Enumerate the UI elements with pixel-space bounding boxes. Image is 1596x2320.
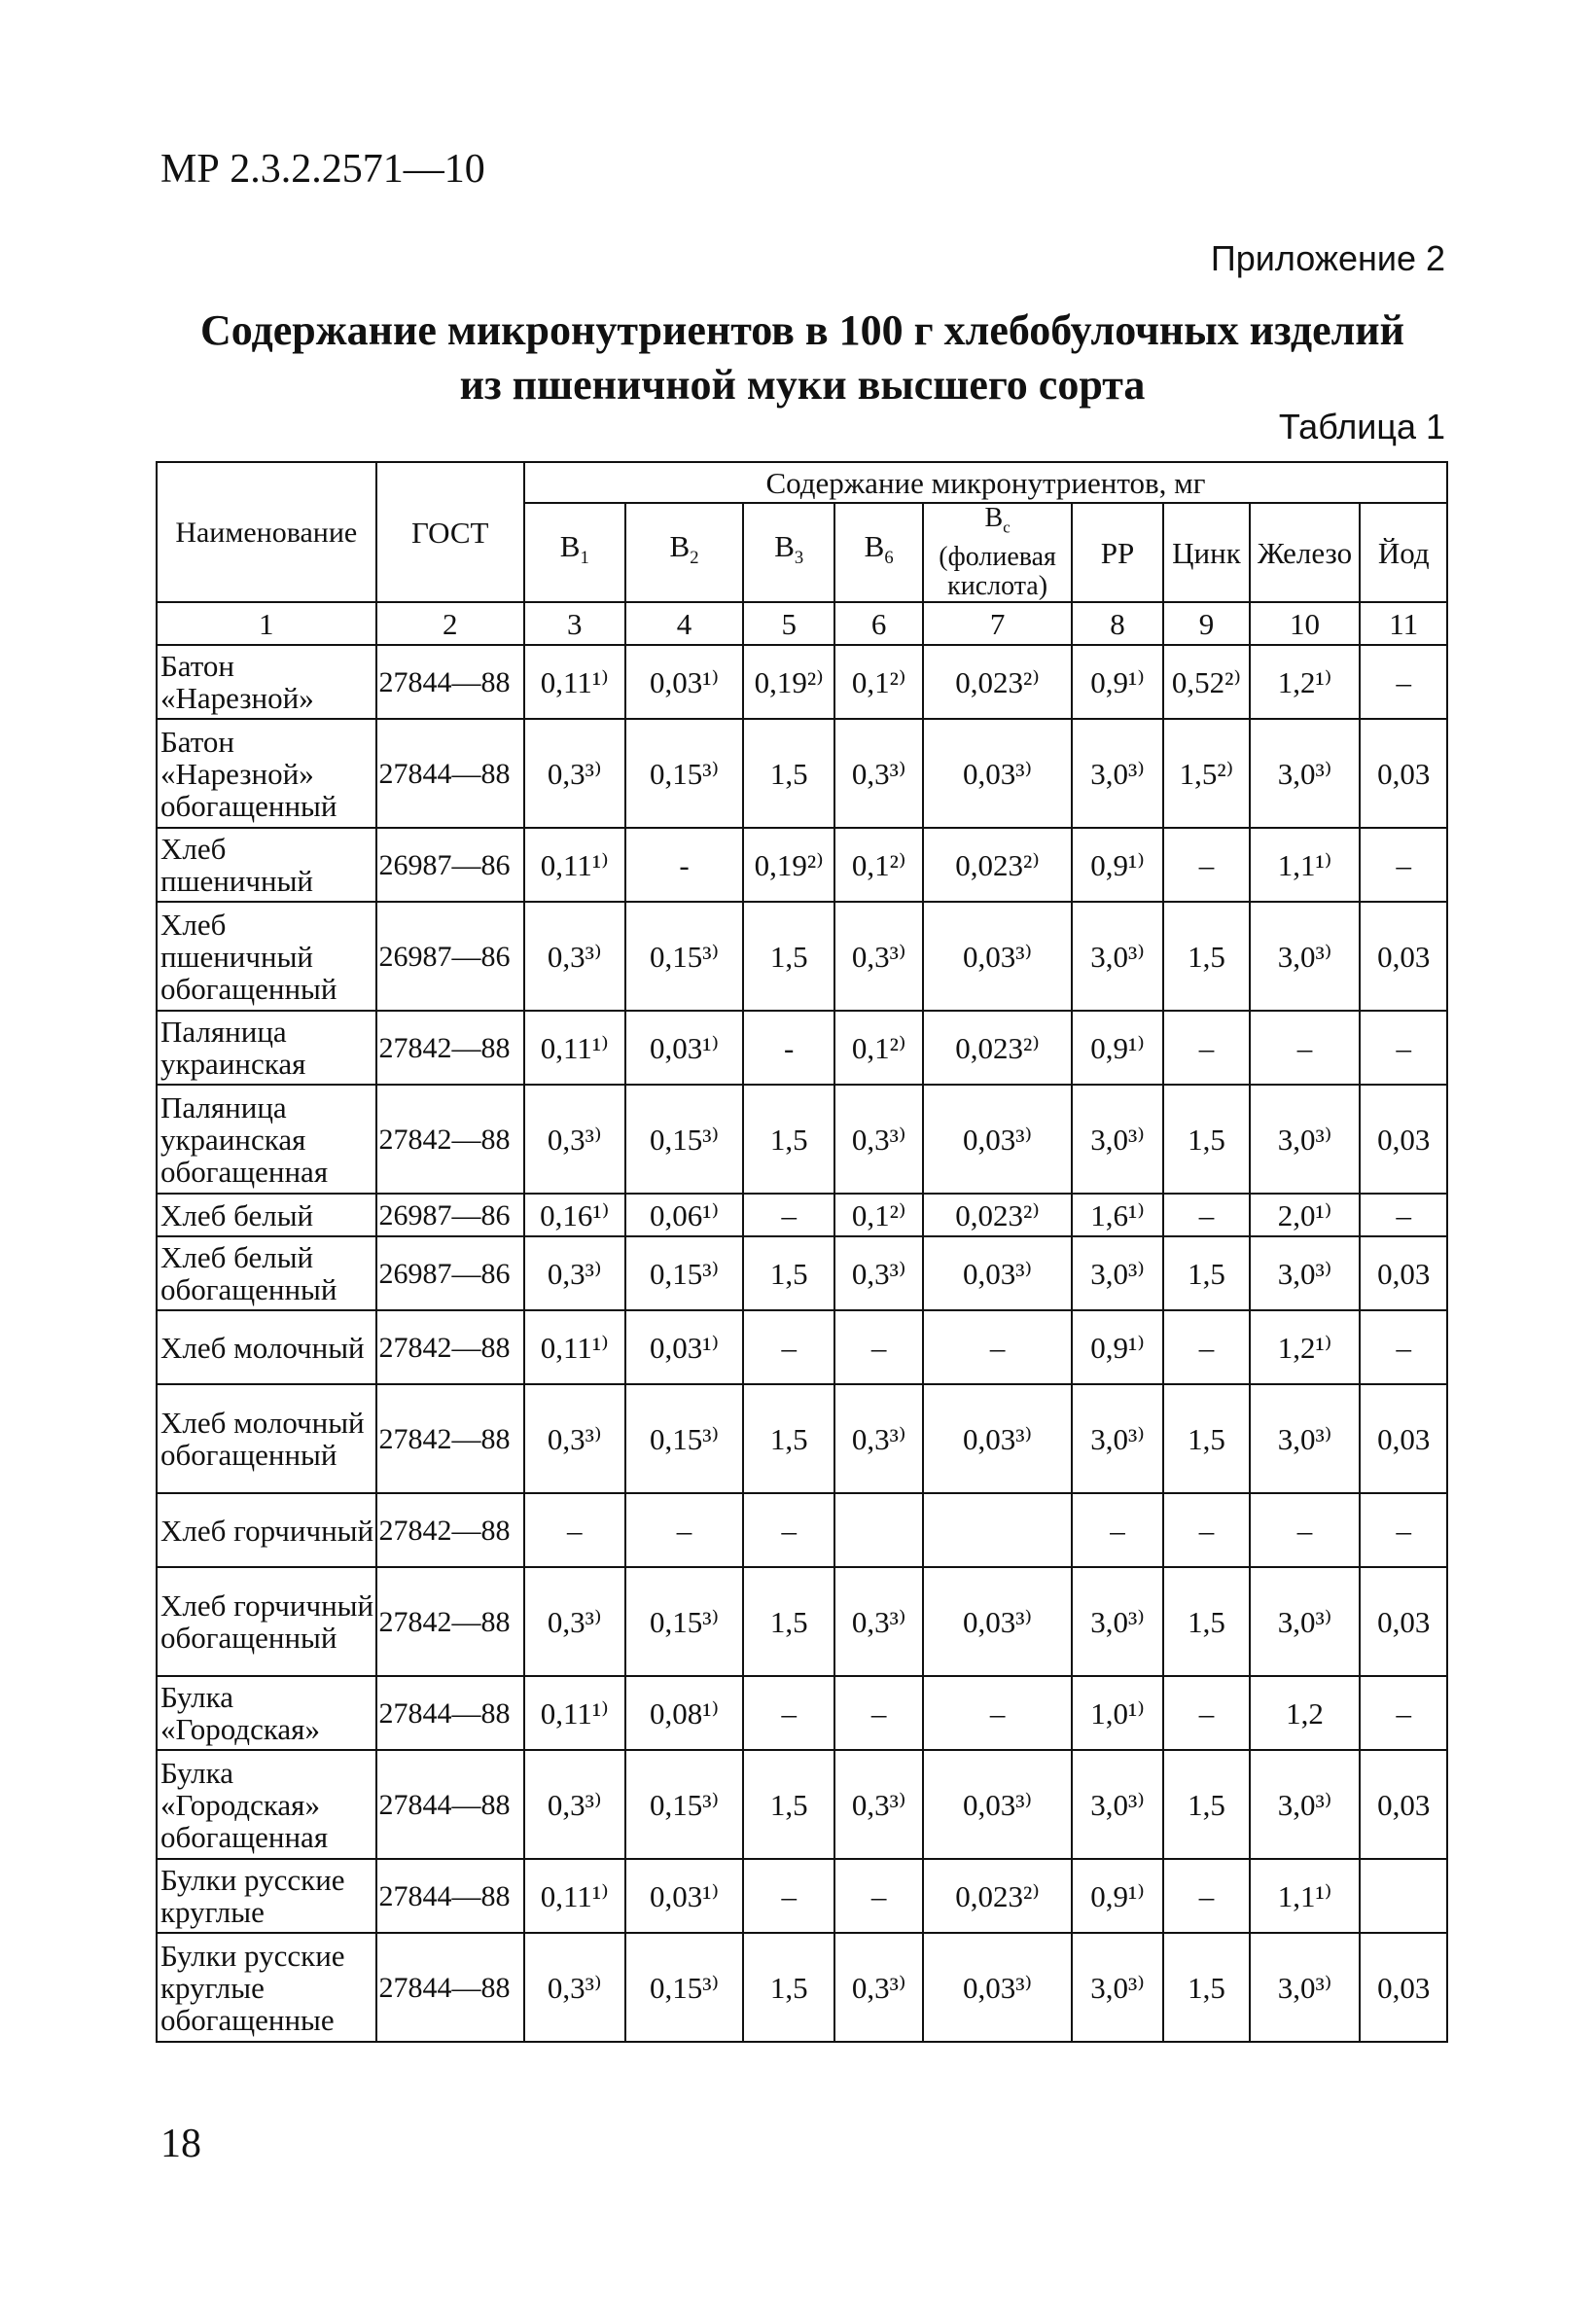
value-cell: 3,0³⁾	[1250, 719, 1361, 828]
value-cell: 1,5²⁾	[1163, 719, 1249, 828]
table-row	[157, 902, 1447, 1011]
value-cell: 0,03³⁾	[923, 902, 1071, 1011]
table-row	[157, 645, 1447, 719]
page-number: 18	[160, 2122, 201, 2166]
value-cell: 0,3³⁾	[834, 1085, 923, 1194]
value-cell: –	[834, 1676, 923, 1750]
table-row	[157, 1085, 1447, 1194]
value-cell: –	[923, 1310, 1071, 1384]
value-cell: –	[743, 1676, 833, 1750]
value-cell: 0,11¹⁾	[524, 1310, 625, 1384]
gost-cell: 27842—88	[376, 1011, 524, 1085]
value-cell: 2,0¹⁾	[1250, 1194, 1361, 1236]
value-cell: 3,0³⁾	[1072, 1750, 1163, 1859]
column-number-row	[157, 602, 1447, 645]
value-cell: –	[743, 1493, 833, 1567]
value-cell: 0,3³⁾	[524, 902, 625, 1011]
value-cell: –	[1163, 1493, 1249, 1567]
gost-cell: 27844—88	[376, 645, 524, 719]
value-cell: 0,03³⁾	[923, 719, 1071, 828]
column-number-cell: 10	[1250, 602, 1361, 645]
value-cell: 0,03³⁾	[923, 1933, 1071, 2042]
product-name-cell: Хлеб молочный обогащенный	[157, 1384, 376, 1493]
column-number-cell: 8	[1072, 602, 1163, 645]
value-cell: –	[834, 1310, 923, 1384]
value-cell: 1,5	[743, 1750, 833, 1859]
product-name-cell: Хлеб пшеничный	[157, 828, 376, 902]
value-cell: 3,0³⁾	[1250, 1567, 1361, 1676]
gost-cell: 27844—88	[376, 719, 524, 828]
gost-cell: 27844—88	[376, 1676, 524, 1750]
value-cell: 0,15³⁾	[625, 1085, 744, 1194]
value-cell: 0,03	[1360, 1384, 1447, 1493]
gost-cell: 26987—86	[376, 1194, 524, 1236]
value-cell: 0,03³⁾	[923, 1085, 1071, 1194]
value-cell: 0,1²⁾	[834, 1194, 923, 1236]
header-iron: Железо	[1250, 503, 1361, 602]
gost-cell: 27842—88	[376, 1567, 524, 1676]
value-cell: 0,023²⁾	[923, 645, 1071, 719]
gost-cell: 27842—88	[376, 1310, 524, 1384]
value-cell: –	[743, 1194, 833, 1236]
value-cell: 0,19²⁾	[743, 828, 833, 902]
value-cell: 0,19²⁾	[743, 645, 833, 719]
value-cell: 0,03	[1360, 1567, 1447, 1676]
table-row	[157, 1236, 1447, 1310]
value-cell: 1,0¹⁾	[1072, 1676, 1163, 1750]
value-cell: –	[1250, 1011, 1361, 1085]
value-cell: 0,9¹⁾	[1072, 828, 1163, 902]
value-cell: 0,3³⁾	[524, 1384, 625, 1493]
title-line-2: из пшеничной муки высшего сорта	[459, 361, 1146, 409]
value-cell: 0,1²⁾	[834, 645, 923, 719]
value-cell: 1,5	[1163, 1085, 1249, 1194]
value-cell: –	[1072, 1493, 1163, 1567]
value-cell: 1,5	[1163, 1236, 1249, 1310]
value-cell: 0,08¹⁾	[625, 1676, 744, 1750]
product-name-cell: Булка «Городская» обогащенная	[157, 1750, 376, 1859]
value-cell: 1,5	[1163, 1933, 1249, 2042]
value-cell: 1,1¹⁾	[1250, 1859, 1361, 1933]
product-name-cell: Хлеб белый	[157, 1194, 376, 1236]
header-b2: $B_2$	[625, 503, 744, 602]
value-cell: 1,5	[1163, 1567, 1249, 1676]
header-micronutrient-group: Содержание микронутриентов, мг	[524, 462, 1447, 503]
value-cell: 0,03³⁾	[923, 1750, 1071, 1859]
value-cell	[923, 1493, 1071, 1567]
value-cell: –	[1163, 1194, 1249, 1236]
value-cell: 1,5	[1163, 1384, 1249, 1493]
value-cell: 1,2	[1250, 1676, 1361, 1750]
value-cell: 0,9¹⁾	[1072, 1859, 1163, 1933]
value-cell: 0,023²⁾	[923, 1011, 1071, 1085]
value-cell: –	[1163, 1859, 1249, 1933]
value-cell: 0,03	[1360, 1085, 1447, 1194]
value-cell: 3,0³⁾	[1072, 1236, 1163, 1310]
product-name-cell: Хлеб пшеничный обогащенный	[157, 902, 376, 1011]
product-name-cell: Хлеб горчичный	[157, 1493, 376, 1567]
value-cell: 3,0³⁾	[1072, 1933, 1163, 2042]
value-cell: -	[625, 828, 744, 902]
value-cell: 0,11¹⁾	[524, 1011, 625, 1085]
value-cell: 0,03	[1360, 1750, 1447, 1859]
gost-cell: 27842—88	[376, 1085, 524, 1194]
header-bc-folic-acid: $B_c$ (фолиевая кислота)	[923, 503, 1071, 602]
column-number-cell: 1	[157, 602, 376, 645]
value-cell: 3,0³⁾	[1072, 719, 1163, 828]
value-cell: –	[1360, 1676, 1447, 1750]
value-cell: –	[743, 1859, 833, 1933]
value-cell: –	[625, 1493, 744, 1567]
product-name-cell: Булки русские круглые	[157, 1859, 376, 1933]
header-row-group	[157, 462, 1447, 503]
value-cell: –	[524, 1493, 625, 1567]
value-cell: 0,3³⁾	[834, 1750, 923, 1859]
header-zinc: Цинк	[1163, 503, 1249, 602]
value-cell: 0,11¹⁾	[524, 1676, 625, 1750]
value-cell: 3,0³⁾	[1250, 1085, 1361, 1194]
value-cell: –	[743, 1310, 833, 1384]
table-row	[157, 1493, 1447, 1567]
value-cell: 0,11¹⁾	[524, 828, 625, 902]
value-cell: 0,15³⁾	[625, 1236, 744, 1310]
value-cell: 1,5	[743, 719, 833, 828]
product-name-cell: Батон «Нарезной» обогащенный	[157, 719, 376, 828]
value-cell: –	[834, 1859, 923, 1933]
value-cell: 0,11¹⁾	[524, 645, 625, 719]
gost-cell: 27844—88	[376, 1859, 524, 1933]
product-name-cell: Булки русские круглые обогащенные	[157, 1933, 376, 2042]
value-cell: -	[743, 1011, 833, 1085]
product-name-cell: Батон «Нарезной»	[157, 645, 376, 719]
table-row	[157, 828, 1447, 902]
value-cell: 0,52²⁾	[1163, 645, 1249, 719]
value-cell: 3,0³⁾	[1250, 902, 1361, 1011]
title-line-1: Содержание микронутриентов в 100 г хлебобулочных изделий	[199, 306, 1405, 354]
value-cell: 3,0³⁾	[1072, 1085, 1163, 1194]
value-cell: 0,3³⁾	[834, 902, 923, 1011]
value-cell: 1,5	[1163, 902, 1249, 1011]
value-cell: –	[1163, 1011, 1249, 1085]
column-number-cell: 3	[524, 602, 625, 645]
value-cell: 0,03	[1360, 719, 1447, 828]
column-number-cell: 7	[923, 602, 1071, 645]
value-cell: 0,15³⁾	[625, 902, 744, 1011]
value-cell	[1360, 1859, 1447, 1933]
value-cell: 1,2¹⁾	[1250, 1310, 1361, 1384]
value-cell: 3,0³⁾	[1250, 1236, 1361, 1310]
value-cell: 0,3³⁾	[834, 719, 923, 828]
value-cell: 0,9¹⁾	[1072, 1011, 1163, 1085]
value-cell: 1,5	[743, 1933, 833, 2042]
product-name-cell: Булка «Городская»	[157, 1676, 376, 1750]
header-b6: $B_6$	[834, 503, 923, 602]
header-b3: $B_3$	[743, 503, 833, 602]
value-cell: –	[1163, 828, 1249, 902]
value-cell: 0,03¹⁾	[625, 1859, 744, 1933]
table-row	[157, 1933, 1447, 2042]
value-cell: –	[1360, 828, 1447, 902]
value-cell: –	[1163, 1310, 1249, 1384]
value-cell: 0,03³⁾	[923, 1384, 1071, 1493]
gost-cell: 26987—86	[376, 828, 524, 902]
column-number-cell: 9	[1163, 602, 1249, 645]
product-name-cell: Хлеб белый обогащенный	[157, 1236, 376, 1310]
table-row	[157, 1750, 1447, 1859]
header-name: Наименование	[157, 462, 376, 602]
gost-cell: 26987—86	[376, 1236, 524, 1310]
gost-cell: 27842—88	[376, 1384, 524, 1493]
value-cell: 0,1²⁾	[834, 1011, 923, 1085]
value-cell: 1,2¹⁾	[1250, 645, 1361, 719]
value-cell: 0,15³⁾	[625, 1567, 744, 1676]
column-number-cell: 5	[743, 602, 833, 645]
value-cell: 0,16¹⁾	[524, 1194, 625, 1236]
table-row	[157, 1384, 1447, 1493]
value-cell: 0,3³⁾	[524, 1750, 625, 1859]
value-cell: 0,1²⁾	[834, 828, 923, 902]
table-row	[157, 1567, 1447, 1676]
value-cell: 0,9¹⁾	[1072, 1310, 1163, 1384]
value-cell: 3,0³⁾	[1250, 1384, 1361, 1493]
value-cell: 0,023²⁾	[923, 1194, 1071, 1236]
value-cell: 0,3³⁾	[834, 1567, 923, 1676]
table-row	[157, 1011, 1447, 1085]
value-cell: 3,0³⁾	[1250, 1933, 1361, 2042]
value-cell: –	[1360, 645, 1447, 719]
value-cell: 1,5	[743, 1567, 833, 1676]
table-row	[157, 1676, 1447, 1750]
value-cell: 1,5	[743, 1236, 833, 1310]
value-cell: 3,0³⁾	[1250, 1750, 1361, 1859]
value-cell: 0,3³⁾	[834, 1933, 923, 2042]
header-pp: PP	[1072, 503, 1163, 602]
value-cell: –	[1360, 1493, 1447, 1567]
product-name-cell: Хлеб горчичный обогащенный	[157, 1567, 376, 1676]
value-cell: 0,023²⁾	[923, 1859, 1071, 1933]
value-cell: 0,06¹⁾	[625, 1194, 744, 1236]
value-cell: 0,3³⁾	[524, 1236, 625, 1310]
value-cell: 0,15³⁾	[625, 1384, 744, 1493]
product-name-cell: Паляница украинская обогащенная	[157, 1085, 376, 1194]
value-cell: 0,3³⁾	[834, 1384, 923, 1493]
value-cell: 0,03³⁾	[923, 1567, 1071, 1676]
table-row	[157, 1859, 1447, 1933]
gost-cell: 27844—88	[376, 1750, 524, 1859]
value-cell: 1,6¹⁾	[1072, 1194, 1163, 1236]
appendix-label: Приложение 2	[1210, 238, 1445, 278]
value-cell: 1,5	[743, 902, 833, 1011]
value-cell: 1,5	[743, 1384, 833, 1493]
micronutrient-table	[156, 461, 1448, 2043]
value-cell: 1,5	[1163, 1750, 1249, 1859]
product-name-cell: Хлеб молочный	[157, 1310, 376, 1384]
value-cell: 0,03	[1360, 902, 1447, 1011]
header-gost: ГОСТ	[376, 462, 524, 602]
value-cell: 1,5	[743, 1085, 833, 1194]
value-cell: 0,3³⁾	[524, 1567, 625, 1676]
gost-cell: 26987—86	[376, 902, 524, 1011]
value-cell: 0,3³⁾	[524, 1933, 625, 2042]
value-cell: 0,15³⁾	[625, 719, 744, 828]
table-row	[157, 719, 1447, 828]
value-cell: 3,0³⁾	[1072, 902, 1163, 1011]
value-cell: 0,03	[1360, 1933, 1447, 2042]
value-cell: 0,03¹⁾	[625, 1310, 744, 1384]
value-cell: 0,15³⁾	[625, 1933, 744, 2042]
gost-cell: 27842—88	[376, 1493, 524, 1567]
value-cell: 3,0³⁾	[1072, 1567, 1163, 1676]
value-cell: 0,03	[1360, 1236, 1447, 1310]
value-cell	[834, 1493, 923, 1567]
value-cell: 1,1¹⁾	[1250, 828, 1361, 902]
value-cell: 3,0³⁾	[1072, 1384, 1163, 1493]
column-number-cell: 11	[1360, 602, 1447, 645]
value-cell: –	[1360, 1194, 1447, 1236]
value-cell: 0,3³⁾	[834, 1236, 923, 1310]
value-cell: –	[1360, 1011, 1447, 1085]
value-cell: –	[1163, 1676, 1249, 1750]
product-name-cell: Паляница украинская	[157, 1011, 376, 1085]
table-title	[156, 303, 1449, 412]
column-number-cell: 4	[625, 602, 744, 645]
table-row	[157, 1310, 1447, 1384]
document-code: МР 2.3.2.2571—10	[160, 147, 485, 192]
value-cell: –	[1250, 1493, 1361, 1567]
value-cell: 0,03¹⁾	[625, 645, 744, 719]
header-b1: $B_1$	[524, 503, 625, 602]
value-cell: 0,11¹⁾	[524, 1859, 625, 1933]
value-cell: –	[1360, 1310, 1447, 1384]
value-cell: 0,03³⁾	[923, 1236, 1071, 1310]
value-cell: 0,03¹⁾	[625, 1011, 744, 1085]
table-body	[157, 645, 1447, 2042]
value-cell: 0,9¹⁾	[1072, 645, 1163, 719]
gost-cell: 27844—88	[376, 1933, 524, 2042]
column-number-cell: 6	[834, 602, 923, 645]
column-number-cell: 2	[376, 602, 524, 645]
value-cell: 0,3³⁾	[524, 1085, 625, 1194]
value-cell: 0,3³⁾	[524, 719, 625, 828]
header-iodine: Йод	[1360, 503, 1447, 602]
value-cell: –	[923, 1676, 1071, 1750]
table-number-label: Таблица 1	[1278, 407, 1445, 446]
value-cell: 0,15³⁾	[625, 1750, 744, 1859]
table-row	[157, 1194, 1447, 1236]
value-cell: 0,023²⁾	[923, 828, 1071, 902]
